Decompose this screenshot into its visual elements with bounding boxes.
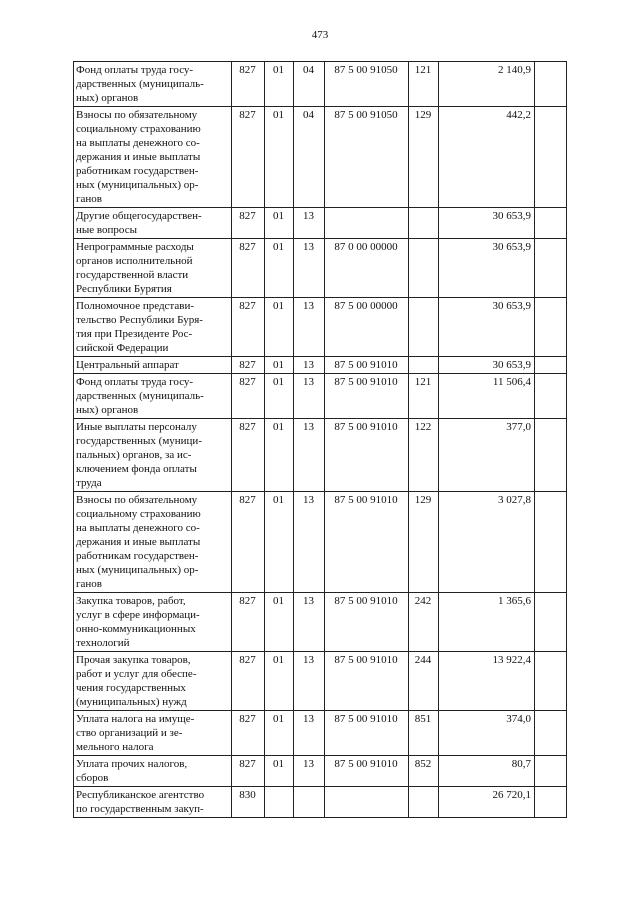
cell-name-line: мельного налога — [76, 741, 154, 753]
cell-section-code: 01 — [265, 374, 294, 419]
cell-name — [74, 652, 232, 711]
cell-name-line: Другие общегосударствен- — [76, 210, 202, 222]
table-row — [74, 756, 567, 787]
cell-target-article: 87 5 00 91010 — [325, 374, 409, 419]
cell-name — [74, 62, 232, 107]
cell-amount: 2 140,9 — [439, 62, 535, 107]
cell-name — [74, 374, 232, 419]
cell-expense-type — [409, 239, 439, 298]
table-row — [74, 787, 567, 818]
cell-grbs-code: 827 — [232, 239, 265, 298]
cell-target-article: 87 5 00 91010 — [325, 357, 409, 374]
cell-name-line: Фонд оплаты труда госу- — [76, 64, 194, 76]
cell-target-article: 87 5 00 91010 — [325, 652, 409, 711]
cell-section-code: 01 — [265, 711, 294, 756]
cell-name-line: ных (муниципальных) ор- — [76, 564, 199, 576]
cell-name-line: Центральный аппарат — [76, 359, 179, 371]
cell-amount: 1 365,6 — [439, 593, 535, 652]
cell-target-article: 87 5 00 91010 — [325, 419, 409, 492]
cell-name-line: держания и иные выплаты — [76, 536, 201, 548]
cell-target-article: 87 5 00 91010 — [325, 492, 409, 593]
cell-grbs-code: 827 — [232, 492, 265, 593]
cell-subsection-code: 13 — [294, 756, 325, 787]
cell-section-code — [265, 787, 294, 818]
cell-name-line: технологий — [76, 637, 130, 649]
cell-amount: 13 922,4 — [439, 652, 535, 711]
cell-name-line: органов исполнительной — [76, 255, 193, 267]
cell-subsection-code: 13 — [294, 711, 325, 756]
cell-amount: 374,0 — [439, 711, 535, 756]
cell-target-article: 87 5 00 91010 — [325, 756, 409, 787]
cell-name-line: Республиканское агентство — [76, 789, 205, 801]
cell-name-line: чения государственных — [76, 682, 186, 694]
table-row — [74, 239, 567, 298]
cell-name-line: Республики Бурятия — [76, 283, 172, 295]
cell-expense-type: 851 — [409, 711, 439, 756]
cell-name — [74, 787, 232, 818]
cell-subsection-code: 13 — [294, 593, 325, 652]
cell-subsection-code: 04 — [294, 107, 325, 208]
cell-subsection-code — [294, 787, 325, 818]
cell-grbs-code: 827 — [232, 208, 265, 239]
cell-section-code: 01 — [265, 107, 294, 208]
table-row — [74, 492, 567, 593]
cell-amount: 30 653,9 — [439, 298, 535, 357]
cell-name — [74, 357, 232, 374]
cell-target-article: 87 5 00 91010 — [325, 711, 409, 756]
cell-empty — [535, 652, 567, 711]
cell-grbs-code: 827 — [232, 357, 265, 374]
cell-section-code: 01 — [265, 756, 294, 787]
cell-name-line: социальному страхованию — [76, 508, 201, 520]
cell-empty — [535, 298, 567, 357]
cell-name-line: Уплата налога на имуще- — [76, 713, 195, 725]
cell-target-article — [325, 787, 409, 818]
cell-expense-type: 852 — [409, 756, 439, 787]
table-row — [74, 374, 567, 419]
cell-section-code: 01 — [265, 419, 294, 492]
table-row — [74, 419, 567, 492]
cell-expense-type: 129 — [409, 107, 439, 208]
cell-amount: 26 720,1 — [439, 787, 535, 818]
cell-empty — [535, 593, 567, 652]
cell-name-line: социальному страхованию — [76, 123, 201, 135]
cell-name — [74, 208, 232, 239]
cell-name-line: Уплата прочих налогов, — [76, 758, 188, 770]
cell-name-line: ных) органов — [76, 404, 139, 416]
cell-target-article: 87 5 00 91010 — [325, 593, 409, 652]
cell-section-code: 01 — [265, 62, 294, 107]
cell-expense-type — [409, 357, 439, 374]
cell-grbs-code: 827 — [232, 756, 265, 787]
cell-empty — [535, 239, 567, 298]
table-row — [74, 107, 567, 208]
budget-table — [73, 61, 567, 818]
cell-name-line: пальных) органов, за ис- — [76, 449, 192, 461]
cell-subsection-code: 13 — [294, 298, 325, 357]
cell-name-line: Закупка товаров, работ, — [76, 595, 186, 607]
cell-name-line: Иные выплаты персоналу — [76, 421, 197, 433]
table-row — [74, 711, 567, 756]
cell-amount: 377,0 — [439, 419, 535, 492]
table-row — [74, 62, 567, 107]
cell-name-line: ных) органов — [76, 92, 139, 104]
cell-expense-type — [409, 787, 439, 818]
cell-grbs-code: 827 — [232, 652, 265, 711]
cell-empty — [535, 107, 567, 208]
cell-name-line: труда — [76, 477, 102, 489]
cell-expense-type: 121 — [409, 62, 439, 107]
cell-expense-type — [409, 298, 439, 357]
cell-name-line: на выплаты денежного со- — [76, 137, 200, 149]
cell-name-line: дарственных (муниципаль- — [76, 390, 204, 402]
cell-target-article: 87 5 00 91050 — [325, 62, 409, 107]
cell-name-line: государственной власти — [76, 269, 189, 281]
cell-name-line: государственных (муници- — [76, 435, 202, 447]
cell-subsection-code: 04 — [294, 62, 325, 107]
cell-grbs-code: 827 — [232, 298, 265, 357]
cell-subsection-code: 13 — [294, 239, 325, 298]
cell-amount: 442,2 — [439, 107, 535, 208]
cell-amount: 30 653,9 — [439, 357, 535, 374]
cell-name-line: ные вопросы — [76, 224, 137, 236]
cell-name-line: тельство Республики Буря- — [76, 314, 203, 326]
cell-section-code: 01 — [265, 239, 294, 298]
cell-empty — [535, 374, 567, 419]
cell-name-line: сийской Федерации — [76, 342, 169, 354]
cell-name-line: Взносы по обязательному — [76, 109, 198, 121]
cell-amount: 3 027,8 — [439, 492, 535, 593]
cell-name — [74, 107, 232, 208]
cell-empty — [535, 419, 567, 492]
cell-expense-type: 122 — [409, 419, 439, 492]
table-row — [74, 298, 567, 357]
cell-name-line: ных (муниципальных) ор- — [76, 179, 199, 191]
cell-empty — [535, 492, 567, 593]
cell-name-line: работникам государствен- — [76, 550, 199, 562]
cell-name-line: работникам государствен- — [76, 165, 199, 177]
cell-name — [74, 298, 232, 357]
cell-expense-type: 244 — [409, 652, 439, 711]
cell-empty — [535, 357, 567, 374]
cell-section-code: 01 — [265, 298, 294, 357]
cell-section-code: 01 — [265, 208, 294, 239]
cell-amount: 30 653,9 — [439, 208, 535, 239]
cell-name-line: по государственным закуп- — [76, 803, 204, 815]
cell-subsection-code: 13 — [294, 208, 325, 239]
cell-subsection-code: 13 — [294, 374, 325, 419]
cell-empty — [535, 787, 567, 818]
cell-section-code: 01 — [265, 593, 294, 652]
cell-name — [74, 492, 232, 593]
cell-subsection-code: 13 — [294, 357, 325, 374]
cell-name-line: Взносы по обязательному — [76, 494, 198, 506]
cell-amount: 11 506,4 — [439, 374, 535, 419]
cell-section-code: 01 — [265, 357, 294, 374]
cell-empty — [535, 756, 567, 787]
table-body — [74, 62, 567, 818]
cell-name — [74, 756, 232, 787]
cell-name — [74, 593, 232, 652]
cell-name-line: ключением фонда оплаты — [76, 463, 197, 475]
cell-empty — [535, 62, 567, 107]
cell-name-line: на выплаты денежного со- — [76, 522, 200, 534]
cell-name-line: услуг в сфере информаци- — [76, 609, 200, 621]
cell-name — [74, 711, 232, 756]
cell-name — [74, 419, 232, 492]
table-row — [74, 593, 567, 652]
cell-grbs-code: 827 — [232, 711, 265, 756]
cell-name-line: ганов — [76, 193, 102, 205]
cell-grbs-code: 827 — [232, 593, 265, 652]
table-row — [74, 652, 567, 711]
cell-name-line: держания и иные выплаты — [76, 151, 201, 163]
table-row — [74, 357, 567, 374]
cell-name-line: сборов — [76, 772, 109, 784]
cell-expense-type: 242 — [409, 593, 439, 652]
cell-name-line: дарственных (муниципаль- — [76, 78, 204, 90]
cell-grbs-code: 827 — [232, 62, 265, 107]
cell-name-line: тия при Президенте Рос- — [76, 328, 193, 340]
cell-name-line: работ и услуг для обеспе- — [76, 668, 197, 680]
cell-name-line: Прочая закупка товаров, — [76, 654, 191, 666]
cell-amount: 80,7 — [439, 756, 535, 787]
cell-grbs-code: 827 — [232, 374, 265, 419]
cell-section-code: 01 — [265, 492, 294, 593]
cell-grbs-code: 827 — [232, 419, 265, 492]
cell-empty — [535, 711, 567, 756]
cell-subsection-code: 13 — [294, 492, 325, 593]
cell-subsection-code: 13 — [294, 652, 325, 711]
cell-name-line: онно-коммуникационных — [76, 623, 196, 635]
cell-subsection-code: 13 — [294, 419, 325, 492]
cell-name — [74, 239, 232, 298]
cell-expense-type — [409, 208, 439, 239]
page-number: 473 — [311, 29, 329, 41]
cell-target-article: 87 5 00 00000 — [325, 298, 409, 357]
cell-expense-type: 129 — [409, 492, 439, 593]
cell-name-line: Полномочное представи- — [76, 300, 194, 312]
cell-name-line: ганов — [76, 578, 102, 590]
table-row — [74, 208, 567, 239]
cell-section-code: 01 — [265, 652, 294, 711]
cell-name-line: Фонд оплаты труда госу- — [76, 376, 194, 388]
cell-target-article — [325, 208, 409, 239]
cell-target-article: 87 0 00 00000 — [325, 239, 409, 298]
cell-name-line: (муниципальных) нужд — [76, 696, 187, 708]
cell-name-line: Непрограммные расходы — [76, 241, 194, 253]
cell-name-line: ство организаций и зе- — [76, 727, 183, 739]
cell-expense-type: 121 — [409, 374, 439, 419]
cell-empty — [535, 208, 567, 239]
cell-grbs-code: 830 — [232, 787, 265, 818]
cell-amount: 30 653,9 — [439, 239, 535, 298]
cell-grbs-code: 827 — [232, 107, 265, 208]
cell-target-article: 87 5 00 91050 — [325, 107, 409, 208]
